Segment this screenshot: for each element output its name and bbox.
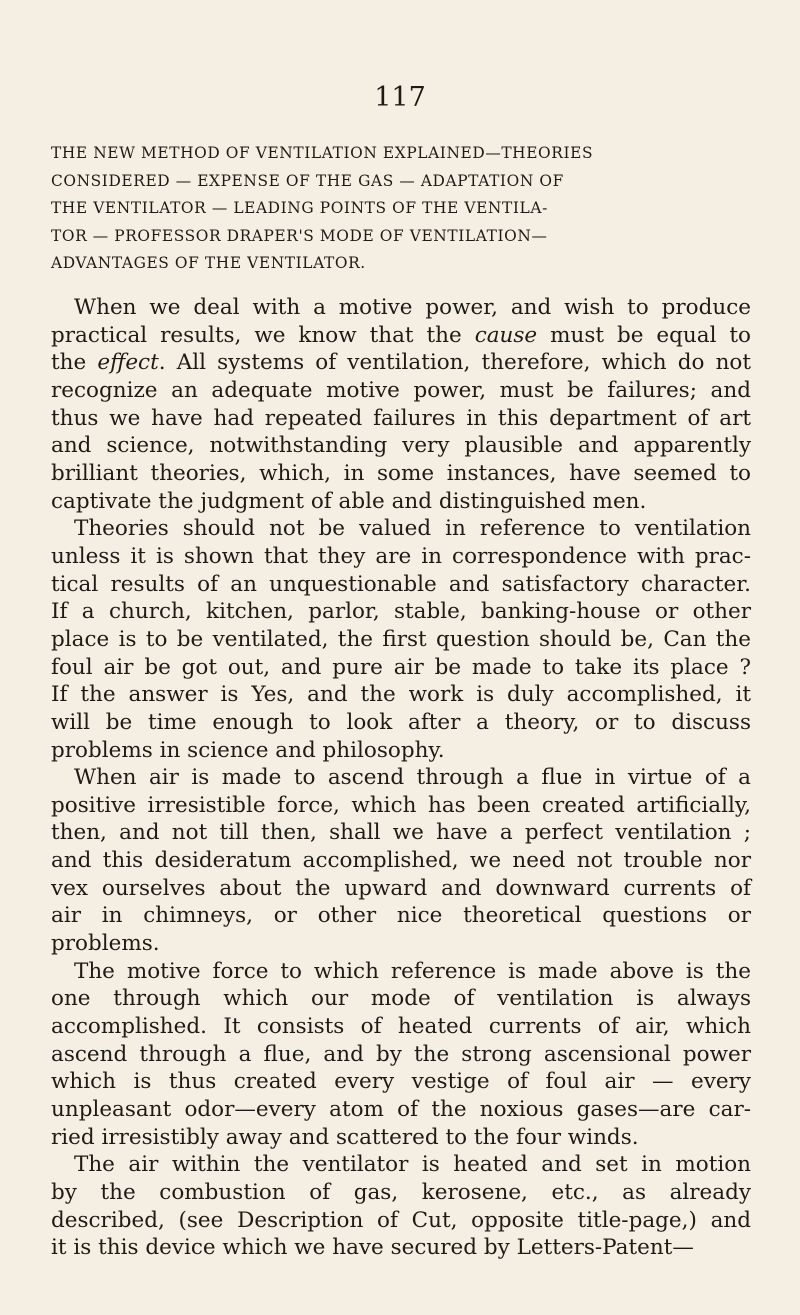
text-line: and this desideratum accomplished, we need not trouble nor bbox=[51, 848, 751, 874]
paragraph bbox=[51, 764, 751, 958]
text-line: air in chimneys, or other nice theoretical questions or bbox=[51, 903, 751, 929]
text-line: brilliant theories, which, in some instances, have seemed to bbox=[51, 460, 751, 486]
text-line: Theories should not be valued in reference to ventilation bbox=[74, 516, 751, 542]
paragraph bbox=[51, 958, 751, 1152]
text-line: tical results of an unquestionable and satisfactory character. bbox=[51, 571, 751, 597]
text-line: If the answer is Yes, and the work is duly accomplished, it bbox=[51, 682, 751, 708]
text-line: accomplished. It consists of heated currents of air, which bbox=[51, 1014, 751, 1040]
text-line: vex ourselves about the upward and downward currents of bbox=[51, 875, 751, 901]
text-line: When air is made to ascend through a flue in virtue of a bbox=[74, 765, 751, 791]
text-line: described, (see Description of Cut, opposite title-page,) and bbox=[51, 1207, 751, 1233]
summary-line: THE NEW METHOD OF VENTILATION EXPLAINED—THEORIES bbox=[51, 144, 594, 162]
body-text bbox=[51, 294, 751, 1262]
italic-word: effect bbox=[97, 350, 159, 376]
paragraph bbox=[51, 1151, 751, 1262]
text-line: foul air be got out, and pure air be made to take its place ? bbox=[51, 654, 751, 680]
text-line: thus we have had repeated failures in this department of art bbox=[51, 405, 751, 431]
text-line: it is this device which we have secured by Letters-Patent— bbox=[51, 1235, 694, 1261]
text-line: and science, notwithstanding very plausible and apparently bbox=[51, 433, 751, 459]
summary-line: CONSIDERED — EXPENSE OF THE GAS — ADAPTATION OF bbox=[51, 171, 564, 190]
summary-line: ADVANTAGES OF THE VENTILATOR. bbox=[51, 254, 366, 273]
text-line: ried irresistibly away and scattered to the four winds. bbox=[51, 1124, 639, 1150]
paragraph bbox=[51, 294, 751, 515]
text-line: captivate the judgment of able and distinguished men. bbox=[51, 488, 647, 514]
text-line: When we deal with a motive power, and wish to produce bbox=[74, 295, 751, 320]
text-line: positive irresistible force, which has been created artificially, bbox=[51, 792, 751, 818]
text-line: unless it is shown that they are in correspondence with prac- bbox=[51, 543, 751, 569]
text-line: problems in science and philosophy. bbox=[51, 737, 445, 763]
text-line: the effect. All systems of ventilation, therefore, which do not bbox=[51, 350, 752, 376]
summary-line: THE VENTILATOR — LEADING POINTS OF THE VENTILA- bbox=[51, 199, 548, 218]
text-line: one through which our mode of ventilation is always bbox=[51, 986, 751, 1012]
summary-line: TOR — PROFESSOR DRAPER'S MODE OF VENTILATION— bbox=[51, 226, 548, 245]
text-line: practical results, we know that the cause must be equal to bbox=[51, 322, 751, 348]
text-line: will be time enough to look after a theory, or to discuss bbox=[51, 709, 751, 735]
italic-word: cause bbox=[474, 322, 538, 348]
text-line: recognize an adequate motive power, must be failures; and bbox=[51, 377, 751, 403]
text-line: then, and not till then, shall we have a perfect ventilation ; bbox=[51, 820, 751, 846]
text-line: ascend through a flue, and by the strong ascensional power bbox=[51, 1041, 751, 1067]
text-line: problems. bbox=[51, 931, 160, 957]
text-line: which is thus created every vestige of foul air — every bbox=[51, 1069, 751, 1095]
text-line: place is to be ventilated, the first question should be, Can the bbox=[51, 626, 751, 652]
text-line: unpleasant odor—every atom of the noxious gases—are car- bbox=[51, 1097, 751, 1123]
text-line: If a church, kitchen, parlor, stable, banking-house or other bbox=[51, 599, 751, 625]
text-line: by the combustion of gas, kerosene, etc., as already bbox=[51, 1180, 751, 1205]
text-line: The air within the ventilator is heated and set in motion bbox=[74, 1152, 751, 1178]
paragraph bbox=[51, 515, 751, 764]
chapter-summary bbox=[51, 140, 750, 278]
text-line: The motive force to which reference is made above is the bbox=[74, 958, 751, 984]
page-number: 117 bbox=[374, 82, 426, 113]
